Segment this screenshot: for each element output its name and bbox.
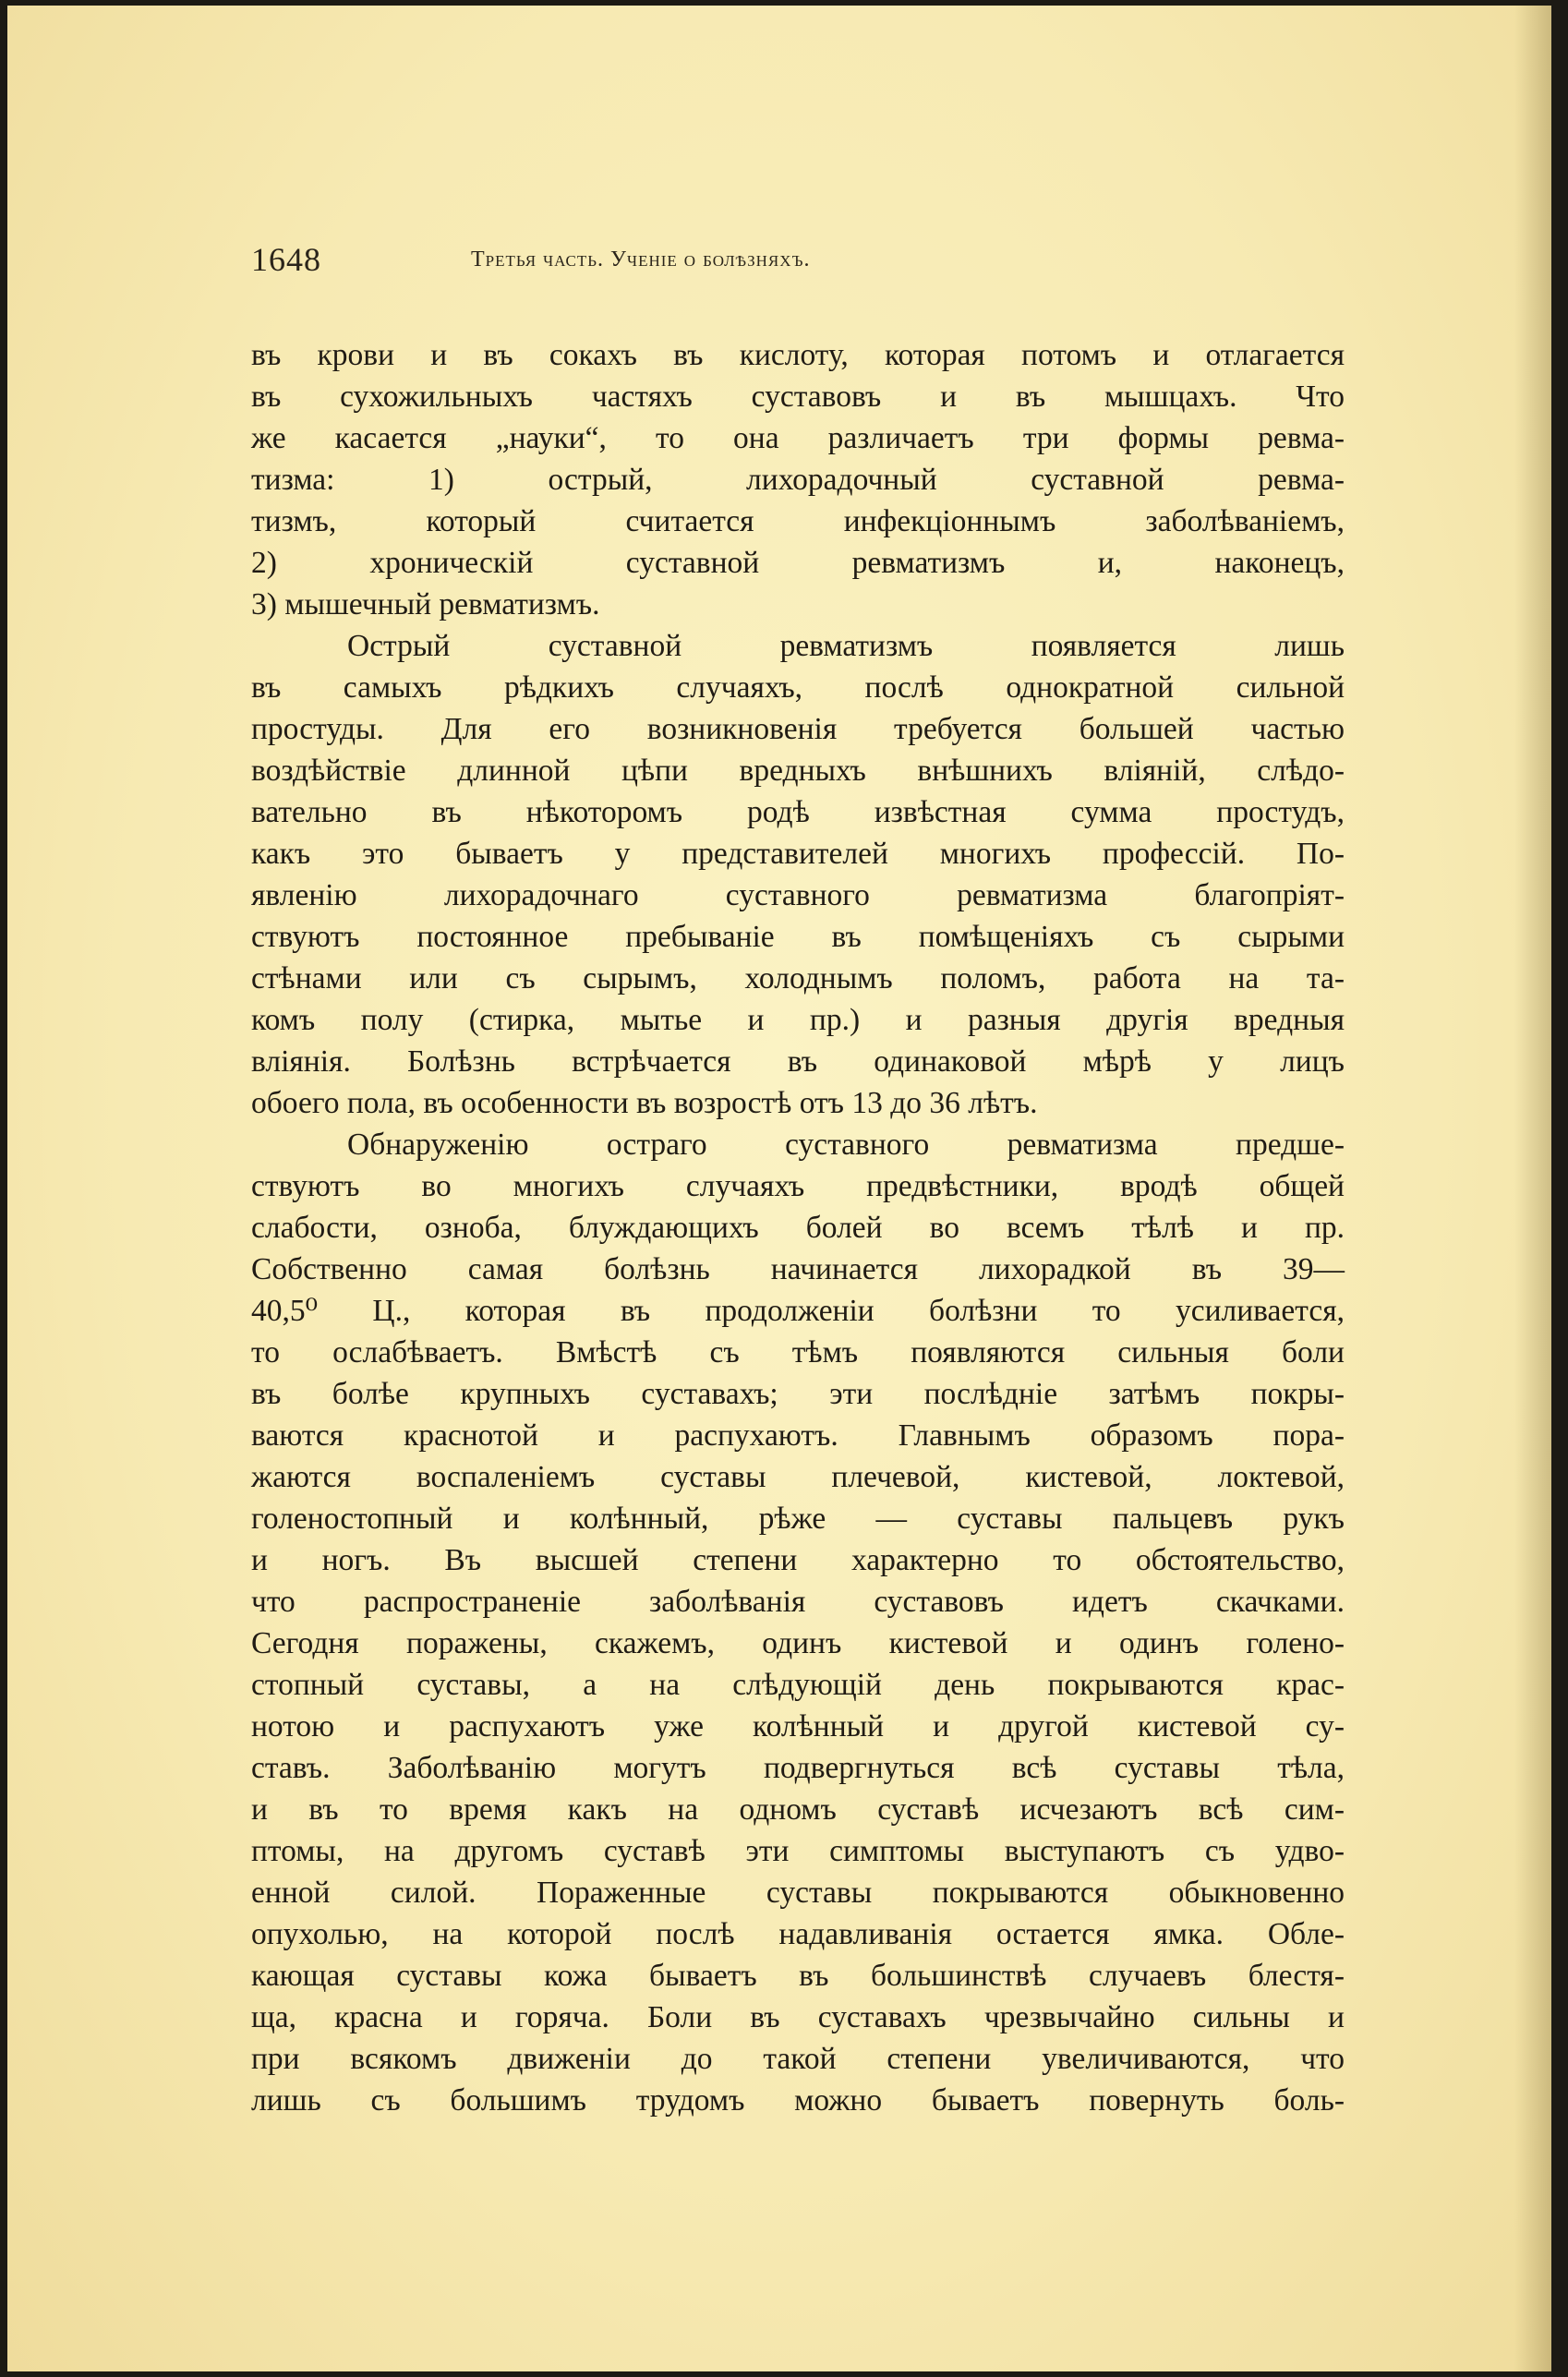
text-line: и ногъ. Въ высшей степени характерно то обстоятельство,	[251, 1543, 1345, 1577]
text-line: голеностопный и колѣнный, рѣже — суставы пальцевъ рукъ	[251, 1502, 1345, 1536]
text-line: 2) хроническій суставной ревматизмъ и, наконецъ,	[251, 546, 1345, 580]
book-page	[7, 6, 1551, 2371]
text-line: при всякомъ движеніи до такой степени увеличиваются, что	[251, 2042, 1345, 2076]
body-text	[251, 334, 1345, 2121]
text-line: тизма: 1) острый, лихорадочный суставной ревма-	[251, 463, 1345, 497]
text-line: стѣнами или съ сырымъ, холоднымъ поломъ, работа на та-	[251, 961, 1345, 995]
text-line: и въ то время какъ на одномъ суставѣ исчезаютъ всѣ сим-	[251, 1792, 1345, 1827]
text-line: воздѣйствіе длинной цѣпи вредныхъ внѣшнихъ вліяній, слѣдо-	[251, 754, 1345, 788]
text-line: простуды. Для его возникновенія требуется большей частью	[251, 712, 1345, 746]
text-line: обоего пола, въ особенности въ возростѣ отъ 13 до 36 лѣтъ.	[251, 1086, 1038, 1120]
text-line: что распространеніе заболѣванія суставовъ идетъ скачками.	[251, 1585, 1345, 1619]
text-line: слабости, озноба, блуждающихъ болей во всемъ тѣлѣ и пр.	[251, 1211, 1345, 1245]
text-line: тизмъ, который считается инфекціоннымъ заболѣваніемъ,	[251, 504, 1345, 538]
running-title: Третья часть. Ученіе о болѣзняхъ.	[471, 247, 811, 271]
text-line: въ крови и въ сокахъ въ кислоту, которая потомъ и отлагается	[251, 338, 1345, 372]
text-line: ставъ. Заболѣванію могутъ подвергнуться всѣ суставы тѣла,	[251, 1751, 1345, 1785]
text-line: въ болѣе крупныхъ суставахъ; эти послѣдніе затѣмъ покры-	[251, 1377, 1345, 1411]
text-line: нотою и распухаютъ уже колѣнный и другой кистевой су-	[251, 1709, 1345, 1744]
page-number: 1648	[251, 241, 321, 278]
text-line: птомы, на другомъ суставѣ эти симптомы выступаютъ съ удво-	[251, 1834, 1345, 1868]
text-line: ваются краснотой и распухаютъ. Главнымъ образомъ пора-	[251, 1418, 1345, 1453]
text-line: лишь съ большимъ трудомъ можно бываетъ повернуть боль-	[251, 2083, 1345, 2118]
text-line: опухолью, на которой послѣ надавливанія остается ямка. Обле-	[251, 1917, 1345, 1951]
text-line: Обнаруженію остраго суставного ревматизма предше-	[347, 1128, 1345, 1162]
text-line: Сегодня поражены, скажемъ, одинъ кистевой и одинъ голено-	[251, 1626, 1345, 1660]
text-line: то ослабѣваетъ. Вмѣстѣ съ тѣмъ появляются сильныя боли	[251, 1335, 1345, 1369]
text-line: 40,5⁰ Ц., которая въ продолженіи болѣзни то усиливается,	[251, 1294, 1345, 1328]
text-line: комъ полу (стирка, мытье и пр.) и разныя другія вредныя	[251, 1003, 1345, 1037]
text-line: Собственно самая болѣзнь начинается лихорадкой въ 39—	[251, 1252, 1345, 1286]
text-line: вательно въ нѣкоторомъ родѣ извѣстная сумма простудъ,	[251, 795, 1345, 829]
text-line: 3) мышечный ревматизмъ.	[251, 587, 600, 621]
text-line: ща, красна и горяча. Боли въ суставахъ чрезвычайно сильны и	[251, 2000, 1345, 2034]
text-line: жаются воспаленіемъ суставы плечевой, кистевой, локтевой,	[251, 1460, 1345, 1494]
text-line: ствуютъ постоянное пребываніе въ помѣщеніяхъ съ сырыми	[251, 920, 1345, 954]
text-line: въ сухожильныхъ частяхъ суставовъ и въ мышцахъ. Что	[251, 380, 1345, 414]
text-line: какъ это бываетъ у представителей многихъ профессій. По-	[251, 837, 1345, 871]
text-line: въ самыхъ рѣдкихъ случаяхъ, послѣ однократной сильной	[251, 670, 1345, 705]
text-line: енной силой. Пораженные суставы покрываются обыкновенно	[251, 1876, 1345, 1910]
page-edge-shadow	[1514, 6, 1551, 2371]
text-line: же касается „науки“, то она различаетъ три формы ревма-	[251, 421, 1345, 455]
text-line: ствуютъ во многихъ случаяхъ предвѣстники, вродѣ общей	[251, 1169, 1345, 1203]
text-line: Острый суставной ревматизмъ появляется лишь	[347, 629, 1345, 663]
text-line: стопный суставы, а на слѣдующій день покрываются крас-	[251, 1668, 1345, 1702]
text-line: кающая суставы кожа бываетъ въ большинствѣ случаевъ блестя-	[251, 1959, 1345, 1993]
text-line: вліянія. Болѣзнь встрѣчается въ одинаковой мѣрѣ у лицъ	[251, 1044, 1345, 1079]
text-line: явленію лихорадочнаго суставного ревматизма благопріят-	[251, 878, 1345, 912]
page-header	[251, 240, 1359, 286]
